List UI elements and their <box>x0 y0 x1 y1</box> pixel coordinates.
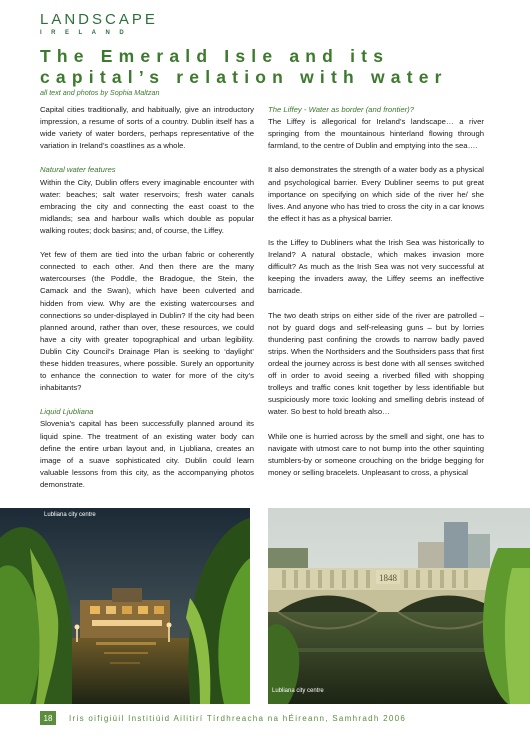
paragraph-barrier: It also demonstrates the strength of a water body as a physical and psychological barrier. Every Dubliner seems to put great importance on specifying on which side of the river he/ she lives. And anyone who has tried to cross the city in a car knows the effect it has as a physical barrier. <box>268 165 484 223</box>
photo-ljubliana-night <box>0 508 250 704</box>
right-text-column <box>268 104 484 491</box>
paragraph-crossing: While one is hurried across by the smell and sight, one has to navigate with utmost care to not bump into the other squinting stumblers-by or someone crouching on the bridge begging for money or selling bracelets. Unpleasant to cross, a physical <box>268 431 484 477</box>
article-title-line-2: capital’s relation with water <box>40 67 448 87</box>
subheading-liquid-ljubliana: Liquid Ljubliana <box>40 407 94 417</box>
paragraph-ljubliana: Slovenia’s capital has been successfully planned around its liquid spine. The treatment of an existing water body can define the entire urban layout and, in Ljubliana, creates an image of a suave sophisticated city. Dublin could learn valuable lessons from this city, as the accompanying photos demonstrate. <box>40 419 254 489</box>
paragraph-urban-fabric: Yet few of them are tied into the urban fabric or coherently connected to each other. And then there are the many watercourses (the Poddle, the Bradogue, the Stein, the Camack and the Swan), which have been culverted and hidden from view. Why are the existing watercourses and connections so under-displayed in Dublin? If the city had been planned around, rather than over, these resources, we could have a city with greater topographical and urban legibility. Dublin City Council’s Drainage Plan is seeking to ‘daylight’ these hidden treasures, where possible. Surely an opportunity to enhance the connection to water for more of the city’s inhabitants? <box>40 250 254 393</box>
paragraph-liffey: The Liffey is allegorical for Ireland’s landscape… a river springing from the mountainous hinterland flowing through farmland, to the centre of Dublin and emptying into the sea…. <box>268 117 484 151</box>
article-byline: all text and photos by Sophia Maltzan <box>40 88 160 97</box>
masthead-logo <box>40 12 158 37</box>
subheading-liffey: The Liffey - Water as border (and frontier)? <box>268 105 414 114</box>
footer-publication-line: Iris oifigiúil Institiúid Ailitirí Tírdhreacha na hÉireann, Samhradh 2006 <box>69 713 407 723</box>
masthead-title: LANDSCAPE <box>40 11 158 28</box>
photo-right-caption: Lubliana city centre <box>272 688 324 694</box>
article-title-line-1: The Emerald Isle and its <box>40 46 390 66</box>
page-footer <box>40 711 406 725</box>
paragraph-natural-water: Within the City, Dublin offers every imaginable encounter with water: beaches; salt water reservoirs; fresh water canals embracing the city and connecting the east coast to the midlands; sea and harbour walls which double as popular walking routes; dock basins; and, of course, the Liffey. <box>40 177 254 235</box>
paragraph-irish-sea: Is the Liffey to Dubliners what the Irish Sea was historically to Ireland? A natural obstacle, which makes invasion more difficult? As much as the Irish Sea was not very successful at keeping the invaders away, the Liffey seems an ineffective barricade. <box>268 238 484 296</box>
photo-left-caption: Lubliana city centre <box>44 512 96 518</box>
page-number: 18 <box>40 711 56 725</box>
bridge-date-sign: 1848 <box>379 573 397 583</box>
paragraph-death-strips: The two death strips on either side of the river are patrolled – not by guard dogs and self-releasing guns – but by lorries thundering past confining the crowds to narrow badly paved strips. When the Northsiders and the Southsiders pass that first ordeal the journey across is best done with all senses switched off in order to avoid seeing a riverbed filled with shopping trolleys and traffic cones knit together by less identifiable but suspiciously more toxic looking and smelling debris instead of water. So best to hold breath also… <box>268 310 484 417</box>
article-title <box>40 46 510 88</box>
paragraph-intro: Capital cities traditionally, and habitually, give an introductory impression, a resume of sorts of a country. Dublin itself has a wide variety of water borders, perhaps representative of the variation in Ireland’s coastlines as a whole. <box>40 105 254 151</box>
left-text-column <box>40 104 254 503</box>
subheading-natural-water: Natural water features <box>40 165 116 175</box>
photo-ljubliana-bridge <box>268 508 530 704</box>
masthead-subtitle: IRELAND <box>40 30 134 36</box>
